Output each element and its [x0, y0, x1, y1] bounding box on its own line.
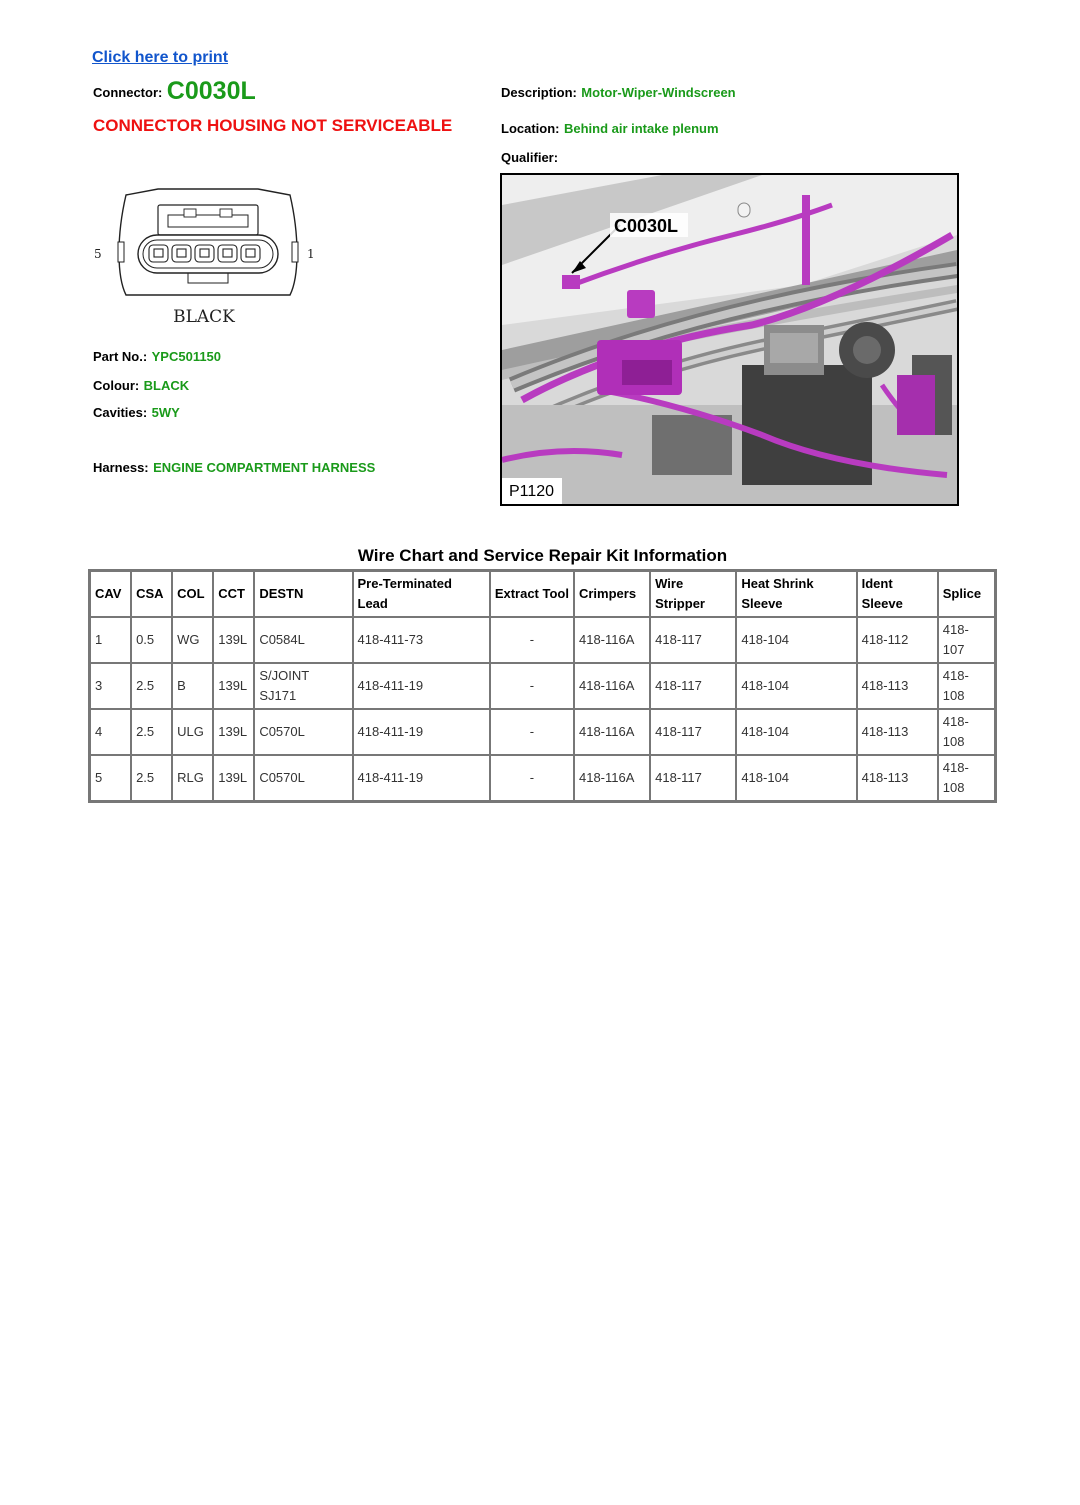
connector-label: Connector:	[93, 85, 163, 100]
table-cell: 418-117	[650, 617, 736, 663]
table-cell: 418-411-19	[353, 663, 490, 709]
table-cell: -	[490, 709, 574, 755]
table-cell: C0570L	[254, 755, 352, 801]
table-cell: 139L	[213, 617, 254, 663]
table-cell: 4	[90, 709, 131, 755]
table-row	[90, 755, 995, 801]
col-header: CSA	[131, 571, 172, 617]
table-cell: -	[490, 663, 574, 709]
description-line	[501, 84, 736, 102]
wire-chart-title: Wire Chart and Service Repair Kit Information	[357, 546, 728, 565]
table-header-row	[90, 571, 995, 617]
col-header: Extract Tool	[490, 571, 574, 617]
cavities-value: 5WY	[151, 405, 180, 420]
table-cell: 418-104	[736, 663, 856, 709]
table-cell: 418-113	[857, 755, 938, 801]
table-cell: 418-117	[650, 709, 736, 755]
harness-value: ENGINE COMPARTMENT HARNESS	[153, 460, 376, 475]
qualifier-line	[501, 149, 558, 167]
pin-label-left: 5	[94, 247, 102, 261]
cavities-line	[93, 404, 180, 422]
table-cell: 418-107	[938, 617, 995, 663]
col-header: Wire Stripper	[650, 571, 736, 617]
table-cell: 2.5	[131, 755, 172, 801]
not-serviceable-warning: CONNECTOR HOUSING NOT SERVICEABLE	[93, 116, 453, 135]
table-cell: 418-116A	[574, 755, 650, 801]
part-no-label: Part No.:	[93, 349, 148, 364]
table-cell: 5	[90, 755, 131, 801]
table-cell: 418-104	[736, 755, 856, 801]
table-cell: ULG	[172, 709, 213, 755]
location-label: Location:	[501, 121, 560, 136]
photo-ref-label: P1120	[509, 483, 555, 500]
table-cell: S/JOINT SJ171	[254, 663, 352, 709]
description-value: Motor-Wiper-Windscreen	[581, 85, 736, 100]
col-header: Splice	[938, 571, 995, 617]
part-no-value: YPC501150	[151, 349, 222, 364]
table-cell: 2.5	[131, 663, 172, 709]
table-cell: 1	[90, 617, 131, 663]
table-cell: -	[490, 617, 574, 663]
pin-label-right: 1	[307, 247, 315, 261]
qualifier-label: Qualifier:	[501, 150, 559, 165]
col-header: CAV	[90, 571, 131, 617]
table-cell: 139L	[213, 709, 254, 755]
table-cell: 418-411-19	[353, 709, 490, 755]
table-cell: 418-108	[938, 663, 995, 709]
table-row	[90, 617, 995, 663]
harness-label: Harness:	[93, 460, 149, 475]
harness-line	[93, 459, 375, 477]
table-row	[90, 663, 995, 709]
table-cell: C0584L	[254, 617, 352, 663]
colour-value: BLACK	[143, 378, 190, 393]
table-cell: 0.5	[131, 617, 172, 663]
table-cell: 139L	[213, 755, 254, 801]
table-cell: 418-411-19	[353, 755, 490, 801]
connector-line	[93, 77, 256, 106]
table-cell: 2.5	[131, 709, 172, 755]
table-cell: 418-117	[650, 755, 736, 801]
table-cell: 418-411-73	[353, 617, 490, 663]
table-cell: 418-108	[938, 755, 995, 801]
connector-id: C0030L	[166, 77, 256, 105]
table-cell: -	[490, 755, 574, 801]
col-header: Ident Sleeve	[857, 571, 938, 617]
table-cell: 418-104	[736, 709, 856, 755]
location-photo	[500, 173, 959, 506]
photo-callout-label: C0030L	[614, 216, 679, 236]
wire-chart-table	[88, 569, 997, 803]
table-cell: 418-108	[938, 709, 995, 755]
description-label: Description:	[501, 85, 577, 100]
colour-line	[93, 377, 189, 395]
col-header: Crimpers	[574, 571, 650, 617]
table-cell: 418-117	[650, 663, 736, 709]
print-link[interactable]: Click here to print	[92, 49, 229, 66]
engine-bay-illustration	[502, 175, 957, 504]
diagram-colour-text: BLACK	[173, 307, 235, 327]
table-cell: 418-116A	[574, 663, 650, 709]
cavities-label: Cavities:	[93, 405, 148, 420]
col-header: DESTN	[254, 571, 352, 617]
table-cell: RLG	[172, 755, 213, 801]
part-no-line	[93, 348, 221, 366]
table-cell: C0570L	[254, 709, 352, 755]
col-header: CCT	[213, 571, 254, 617]
location-line	[501, 120, 719, 138]
table-cell: 418-112	[857, 617, 938, 663]
colour-label: Colour:	[93, 378, 140, 393]
table-cell: 139L	[213, 663, 254, 709]
table-cell: 418-113	[857, 709, 938, 755]
table-cell: WG	[172, 617, 213, 663]
table-cell: 418-104	[736, 617, 856, 663]
table-cell: 3	[90, 663, 131, 709]
table-cell: 418-113	[857, 663, 938, 709]
col-header: Heat Shrink Sleeve	[736, 571, 856, 617]
connector-face-diagram	[88, 183, 328, 333]
col-header: Pre-Terminated Lead	[353, 571, 490, 617]
table-row	[90, 709, 995, 755]
col-header: COL	[172, 571, 213, 617]
table-cell: 418-116A	[574, 709, 650, 755]
table-cell: 418-116A	[574, 617, 650, 663]
table-cell: B	[172, 663, 213, 709]
location-value: Behind air intake plenum	[563, 121, 719, 136]
